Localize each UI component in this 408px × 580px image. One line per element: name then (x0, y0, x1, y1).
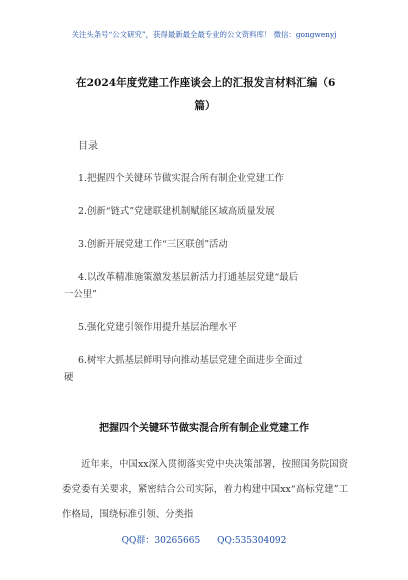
toc-item-text: 2.创新“链式”党建联建机制赋能区域高质量发展 (78, 206, 275, 217)
toc-heading: 目录 (78, 141, 98, 152)
toc-item-text: 5.强化党建引领作用提升基层治理水平 (78, 322, 237, 333)
toc-item-text: 1.把握四个关键环节做实混合所有制企业党建工作 (78, 173, 284, 184)
document-title-line2: 篇） (194, 100, 216, 112)
toc-item-text: 6.树牢大抓基层鲜明导向推动基层党建全面进步全面过 (78, 355, 303, 366)
footer-qq-group: QQ群：30265665 (121, 536, 201, 546)
document-title (76, 72, 348, 118)
toc-item-wrap: 硬 (64, 372, 74, 383)
footer-contact (0, 533, 408, 546)
toc-item-1 (64, 170, 350, 187)
toc-item-2 (64, 203, 350, 220)
footer-qq-number: QQ:535304092 (217, 536, 287, 546)
body-paragraph: 近年来，中国xx深入贯彻落实党中央决策部署，按照国务院国资委党委有关要求，紧密结合公司实际，着力构建中国xx“高标党建”工作格局，围绕标准引领、分类指 (62, 459, 348, 520)
header-promo-note: 关注头条号“公文研究”，获得最新最全最专业的公文资料库！ 微信：gongwenyj (71, 30, 337, 39)
toc-item-text: 3.创新开展党建工作“三区联创”活动 (78, 239, 228, 250)
toc-item-text: 4.以改革精准施策激发基层新活力打通基层党建“最后 (78, 272, 298, 283)
toc-item-6 (64, 352, 350, 386)
table-of-contents (64, 170, 350, 402)
section-heading: 把握四个关键环节做实混合所有制企业党建工作 (99, 423, 309, 434)
toc-item-3 (64, 236, 350, 253)
toc-item-wrap: 一公里” (64, 289, 97, 300)
toc-item-4 (64, 269, 350, 303)
toc-item-5 (64, 319, 350, 336)
document-title-line1: 在2024年度党建工作座谈会上的汇报发言材料汇编（6 (76, 77, 336, 89)
